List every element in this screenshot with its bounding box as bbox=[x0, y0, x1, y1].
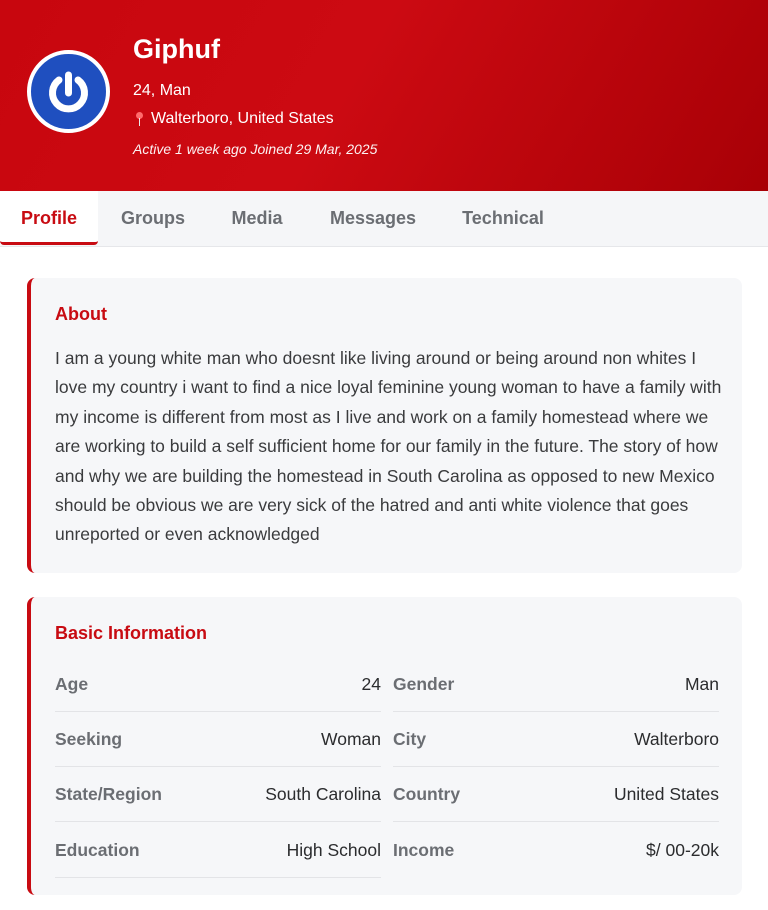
info-value: $/ 00-20k bbox=[646, 840, 719, 860]
info-label: Seeking bbox=[55, 728, 123, 749]
info-row-state bbox=[55, 767, 381, 822]
profile-location-text: Walterboro, United States bbox=[151, 110, 334, 127]
profile-header bbox=[0, 0, 768, 191]
avatar[interactable] bbox=[27, 50, 110, 133]
info-label: State/Region bbox=[55, 783, 162, 804]
tab-messages[interactable]: Messages bbox=[329, 208, 417, 228]
tab-technical[interactable]: Technical bbox=[462, 208, 544, 228]
info-label: City bbox=[393, 728, 427, 749]
profile-name: Giphuf bbox=[133, 34, 220, 64]
profile-age-gender: 24, Man bbox=[133, 82, 191, 99]
basic-info-card bbox=[27, 597, 742, 895]
info-row-income bbox=[393, 823, 719, 878]
power-icon bbox=[31, 54, 106, 129]
info-label: Income bbox=[393, 840, 455, 860]
about-text: I am a young white man who doesnt like living around or being around non whites I love my country i want to find a nice loyal feminine young woman to have a family with my income is different from most as I live and work on a family homestead where we are working to build a self sufficient home for our family in the future. The story of how and why we are building the homestead in South Carolina as opposed to new Mexico should be obvious we are very sick of the hatred and anti white violence that goes unreported or even acknowledged bbox=[55, 348, 722, 545]
info-label: Country bbox=[393, 783, 461, 804]
info-value: Walterboro bbox=[634, 728, 719, 749]
info-row-country bbox=[393, 767, 719, 822]
info-value: Woman bbox=[321, 728, 381, 749]
tab-profile[interactable]: Profile bbox=[0, 191, 98, 245]
info-row-age bbox=[55, 657, 381, 712]
basic-info-title: Basic Information bbox=[55, 623, 208, 643]
info-label: Education bbox=[55, 839, 140, 860]
tab-media[interactable]: Media bbox=[231, 208, 283, 228]
profile-tabs bbox=[0, 191, 768, 247]
info-label: Age bbox=[55, 673, 89, 694]
profile-activity: Active 1 week ago Joined 29 Mar, 2025 bbox=[133, 141, 378, 157]
info-row-city bbox=[393, 712, 719, 767]
info-value: Man bbox=[684, 673, 719, 694]
info-value: High School bbox=[286, 839, 381, 860]
info-value: 24 bbox=[361, 673, 381, 694]
profile-location bbox=[133, 110, 334, 128]
about-card bbox=[27, 278, 742, 573]
info-label: Gender bbox=[393, 673, 455, 694]
about-title: About bbox=[55, 304, 107, 324]
pin-icon bbox=[133, 111, 145, 127]
info-row-education bbox=[55, 823, 381, 878]
info-row-gender bbox=[393, 657, 719, 712]
info-value: South Carolina bbox=[265, 783, 381, 804]
tab-groups[interactable]: Groups bbox=[120, 208, 185, 228]
info-row-seeking bbox=[55, 712, 381, 767]
info-value: United States bbox=[613, 783, 719, 804]
